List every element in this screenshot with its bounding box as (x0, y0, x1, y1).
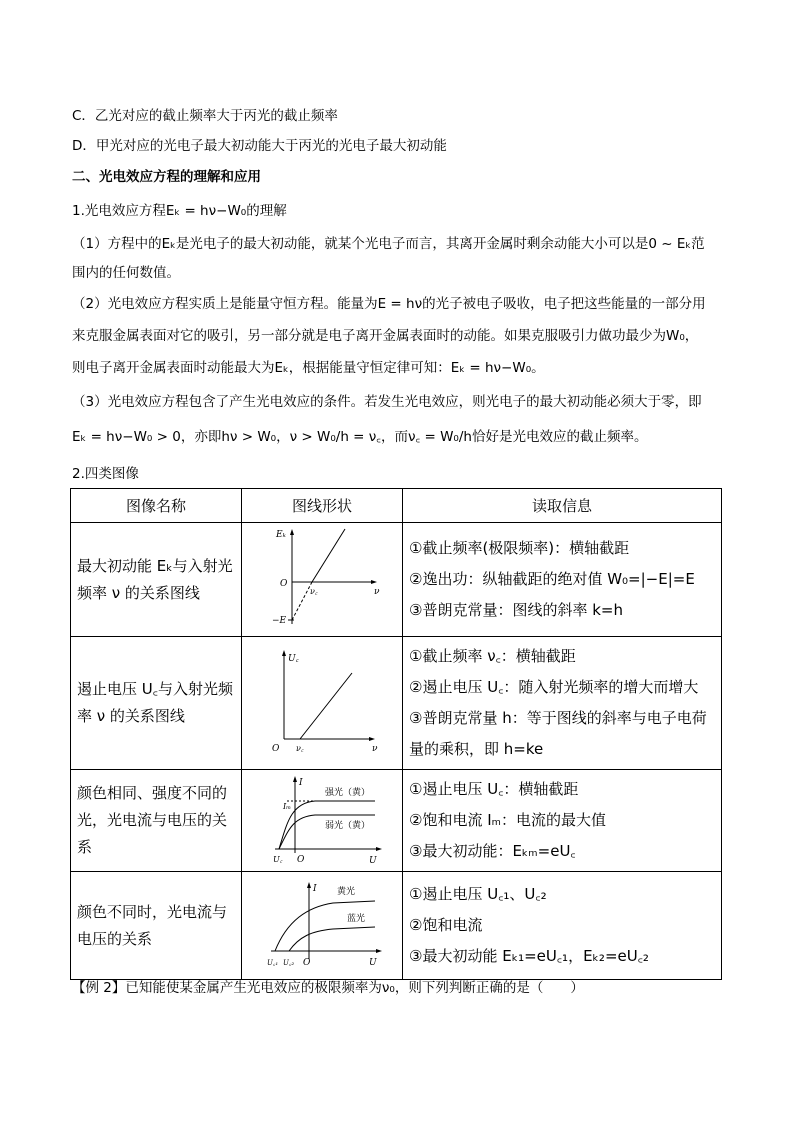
ek-frequency-graph (262, 524, 382, 632)
paragraph-1-line-1: （1）方程中的Eₖ是光电子的最大初动能，就某个光电子而言，其离开金属时剩余动能大小可以是0 ~ Eₖ范 (72, 236, 705, 252)
axis-label-x: U (369, 855, 377, 865)
info-item: ②逸出功：纵轴截距的绝对值 W₀=|−E|=E (409, 570, 695, 588)
strong-light-label: 强光（黄） (325, 787, 371, 798)
axis-label-y: I (313, 883, 317, 894)
info-item: ①截止频率 ν꜀：横轴截距 (409, 647, 576, 665)
axis-label-y: Eₖ (276, 529, 286, 540)
header-name: 图像名称 (71, 489, 242, 523)
info-item: ③普朗克常量：图线的斜率 k=h (409, 601, 623, 619)
info-item: ③普朗克常量 h：等于图线的斜率与电子电荷量的乘积，即 h=ke (409, 709, 707, 758)
row-name: 最大初动能 Eₖ与入射光频率 ν 的关系图线 (71, 523, 242, 637)
origin-label: O (280, 578, 288, 589)
section-heading: 二、光电效应方程的理解和应用 (72, 169, 261, 185)
info-item: ①遏止电压 U꜀₁、U꜀₂ (409, 885, 547, 903)
axis-label-y: U꜀ (288, 654, 299, 664)
uc1-label: U꜀₁ (267, 958, 279, 967)
yellow-light-label: 黄光 (337, 886, 356, 897)
y-intercept-label: −E (272, 615, 287, 626)
option-c: C．乙光对应的截止频率大于丙光的截止频率 (72, 108, 338, 124)
subheading-graphs: 2.四类图像 (72, 466, 139, 482)
header-info: 读取信息 (403, 489, 722, 523)
origin-label: O (272, 744, 280, 754)
option-d: D．甲光对应的光电子最大初动能大于丙光的光电子最大初动能 (72, 138, 447, 154)
current-voltage-same-color-graph (257, 773, 387, 865)
blue-light-label: 蓝光 (347, 913, 366, 924)
table-row (71, 872, 722, 980)
stopping-voltage-label: U꜀ (273, 854, 283, 864)
axis-label-x: U (369, 957, 377, 968)
current-voltage-diff-color-graph (257, 879, 387, 969)
info-item: ②遏止电压 U꜀：随入射光频率的增大而增大 (409, 678, 699, 696)
graph-types-table (70, 488, 722, 980)
paragraph-3-line-1: （3）光电效应方程包含了产生光电效应的条件。若发生光电效应，则光电子的最大初动能必须大于零，即 (72, 394, 702, 410)
origin-label: O (303, 957, 311, 968)
table-row (71, 637, 722, 770)
saturation-current-label: Iₘ (283, 801, 292, 811)
uc-frequency-graph (262, 643, 382, 759)
intercept-label: ν꜀ (310, 586, 318, 596)
paragraph-1-line-2: 围内的任何数值。 (72, 265, 180, 281)
row-name: 遏止电压 U꜀与入射光频率 ν 的关系图线 (71, 637, 242, 770)
weak-light-label: 弱光（黄） (325, 820, 371, 831)
info-item: ②饱和电流 (409, 916, 483, 934)
table-row (71, 770, 722, 872)
example-2-question: 【例 2】已知能使某金属产生光电效应的极限频率为ν₀，则下列判断正确的是（ ） (72, 980, 584, 996)
info-item: ③最大初动能：Eₖₘ=eU꜀ (409, 842, 576, 860)
intercept-label: ν꜀ (296, 744, 304, 753)
row-name: 颜色不同时，光电流与电压的关系 (71, 872, 242, 980)
table-row (71, 523, 722, 637)
info-item: ③最大初动能 Eₖ₁=eU꜀₁，Eₖ₂=eU꜀₂ (409, 947, 649, 965)
axis-label-x: ν (372, 744, 378, 754)
uc2-label: U꜀₂ (283, 958, 295, 967)
paragraph-2-line-2: 来克服金属表面对它的吸引，另一部分就是电子离开金属表面时的动能。如果克服吸引力做功最少为W₀， (72, 328, 699, 344)
paragraph-3-line-2: Eₖ = hν−W₀ > 0，亦即hν > W₀，ν > W₀/h = ν꜀，而ν꜀ = W₀/h恰好是光电效应的截止频率。 (72, 429, 648, 445)
info-item: ②饱和电流 Iₘ：电流的最大值 (409, 811, 606, 829)
header-shape: 图线形状 (242, 489, 403, 523)
origin-label: O (297, 854, 305, 865)
axis-label-y: I (299, 777, 303, 788)
info-item: ①截止频率(极限频率)：横轴截距 (409, 539, 630, 557)
paragraph-2-line-3: 则电子离开金属表面时动能最大为Eₖ，根据能量守恒定律可知：Eₖ = hν−W₀。 (72, 360, 545, 376)
table-header-row (71, 489, 722, 523)
info-item: ①遏止电压 U꜀：横轴截距 (409, 780, 579, 798)
subheading-equation: 1.光电效应方程Eₖ = hν−W₀的理解 (72, 203, 287, 219)
row-name: 颜色相同、强度不同的光，光电流与电压的关系 (71, 770, 242, 872)
axis-label-x: ν (374, 586, 380, 597)
paragraph-2-line-1: （2）光电效应方程实质上是能量守恒方程。能量为E = hν的光子被电子吸收，电子把这些能量的一部分用 (72, 296, 706, 312)
